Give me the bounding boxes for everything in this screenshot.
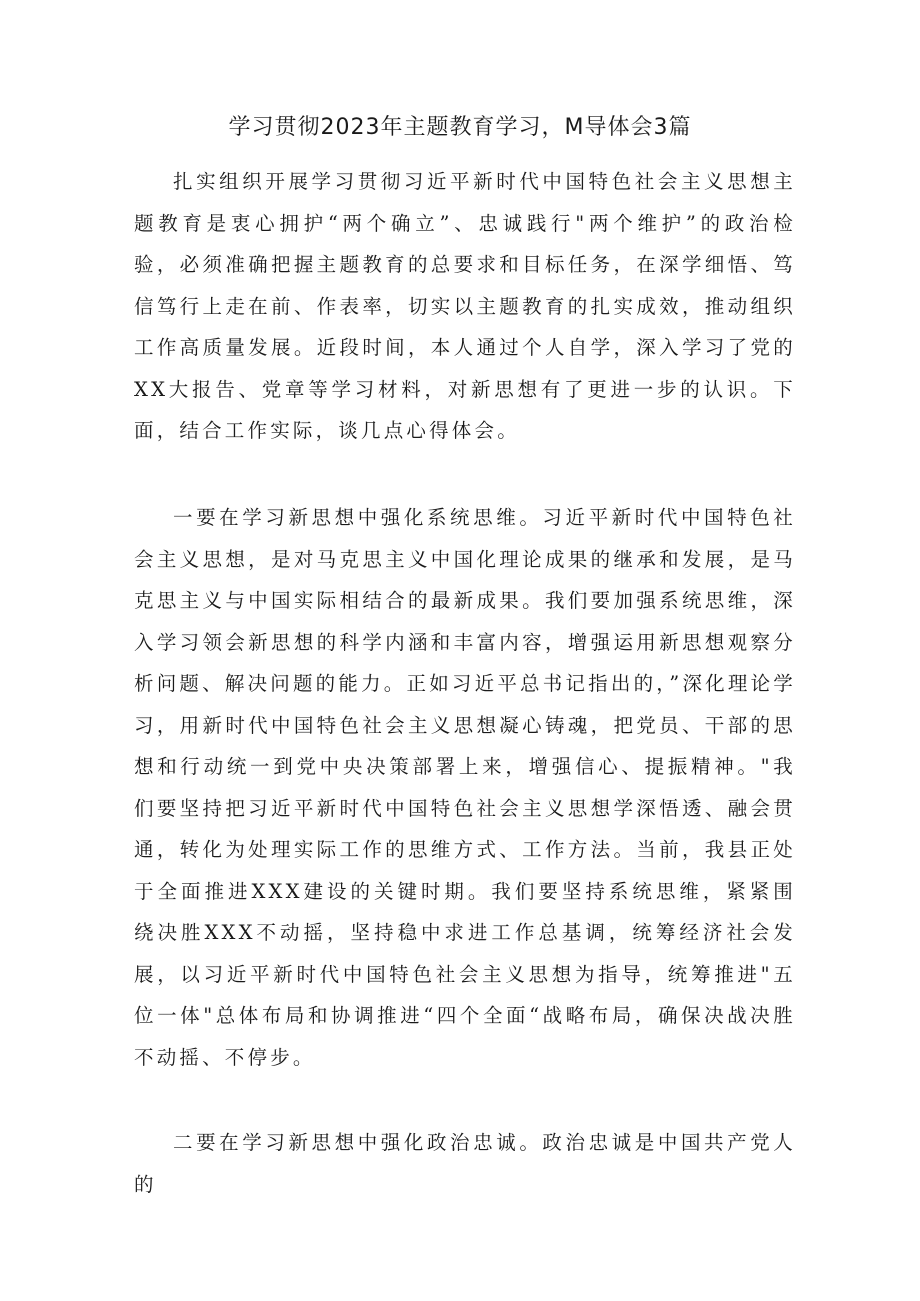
- paragraph-intro: 扎实组织开展学习贯彻习近平新时代中国特色社会主义思想主题教育是衷心拥护“两个确立”、忠诚践行"两个维护”的政治检验，必须准确把握主题教育的总要求和目标任务，在深学细悟、笃信笃行上走在前、作表率，切实以主题教育的扎实成效，推动组织工作高质量发展。近段时间，本人通过个人自学，深入学习了党的XX大报告、党章等学习材料，对新思想有了更进一步的认识。下面，结合工作实际，谈几点心得体会。: [134, 170, 796, 442]
- document-title: 学习贯彻2023年主题教育学习，M导体会3篇: [228, 115, 692, 140]
- paragraph-political-loyalty: 二要在学习新思想中强化政治忠诚。政治忠诚是中国共产党人的: [134, 1131, 796, 1196]
- paragraph-system-thinking: 一要在学习新思想中强化系统思维。习近平新时代中国特色社会主义思想，是对马克思主义中国化理论成果的继承和发展，是马克思主义与中国实际相结合的最新成果。我们要加强系统思维，深入学习领会新思想的科学内涵和丰富内容，增强运用新思想观察分析问题、解决问题的能力。正如习近平总书记指出的，”深化理论学习，用新时代中国特色社会主义思想凝心铸魂，把党员、干部的思想和行动统一到党中央决策部署上来，增强信心、提振精神。"我们要坚持把习近平新时代中国特色社会主义思想学深悟透、融会贯通，转化为处理实际工作的思维方式、工作方法。当前，我县正处于全面推进XXX建设的关键时期。我们要坚持系统思维，紧紧围绕决胜XXX不动摇，坚持稳中求进工作总基调，统筹经济社会发展，以习近平新时代中国特色社会主义思想为指导，统筹推进"五位一体"总体布局和协调推进“四个全面“战略布局，确保决战决胜不动摇、不停步。: [134, 506, 796, 1069]
